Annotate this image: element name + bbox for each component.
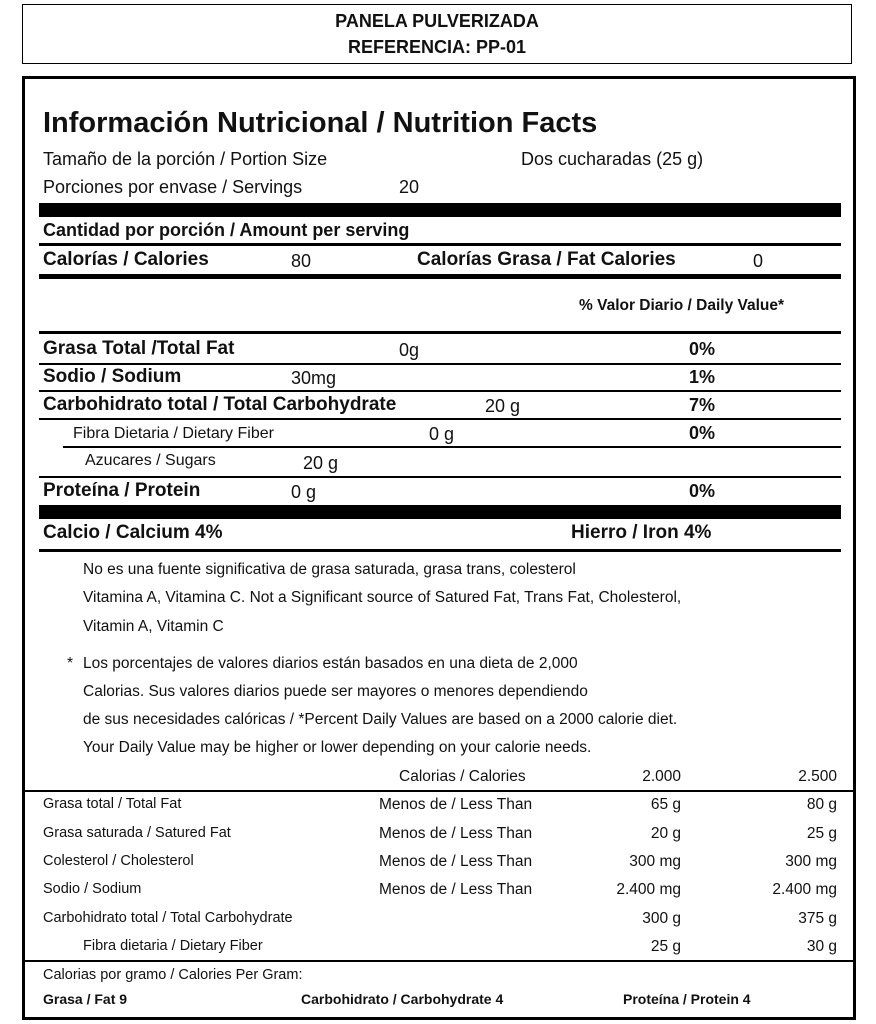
fat-per-gram: Grasa / Fat 9 (43, 991, 128, 1007)
sugars-label: Azucares / Sugars (85, 452, 216, 469)
divider (39, 331, 841, 334)
footnote-line: de sus necesidades calóricas / *Percent Daily Values are based on a 2000 calorie diet. (83, 711, 678, 728)
dv-row-v2: 30 g (806, 938, 837, 955)
sugars-amount: 20 g (303, 453, 339, 473)
divider (39, 243, 841, 246)
sodium-label: Sodio / Sodium (43, 366, 182, 387)
total-fat-dv: 0% (689, 339, 716, 359)
fiber-amount: 0 g (429, 424, 455, 444)
dv-row-label: Carbohidrato total / Total Carbohydrate (43, 910, 293, 926)
servings-label: Porciones por envase / Servings (43, 177, 303, 197)
total-carb-dv: 7% (689, 395, 716, 415)
dv-row-v2: 80 g (806, 796, 837, 813)
calcium: Calcio / Calcium 4% (43, 522, 223, 543)
dv-row-v1: 300 g (642, 910, 681, 927)
note-line: Vitamin A, Vitamin C (83, 618, 224, 635)
fat-calories-value: 0 (753, 251, 764, 271)
calories-value: 80 (291, 251, 312, 271)
dv-row-cond: Menos de / Less Than (379, 825, 533, 842)
iron: Hierro / Iron 4% (571, 522, 712, 543)
total-carb-label: Carbohidrato total / Total Carbohydrate (43, 394, 397, 415)
footnote-line: Calorias. Sus valores diarios puede ser mayores o menores dependiendo (83, 683, 588, 700)
dv-row-label: Colesterol / Cholesterol (43, 853, 194, 869)
dv-row-v2: 25 g (806, 825, 837, 842)
product-header (22, 4, 852, 64)
amount-per-serving: Cantidad por porción / Amount per serving (43, 220, 410, 240)
dv-row-label: Grasa total / Total Fat (43, 796, 182, 812)
fiber-dv: 0% (689, 423, 716, 443)
dv-row-label: Sodio / Sodium (43, 881, 142, 897)
nutrition-label (22, 76, 856, 1020)
dv-row-v2: 375 g (798, 910, 837, 927)
protein-per-gram: Proteína / Protein 4 (623, 991, 751, 1007)
dv-row-v1: 2.400 mg (616, 881, 681, 898)
divider (39, 476, 841, 478)
carb-per-gram: Carbohidrato / Carbohydrate 4 (301, 991, 504, 1007)
protein-amount: 0 g (291, 482, 317, 502)
calories-label: Calorías / Calories (43, 249, 209, 270)
footnote-line: Your Daily Value may be higher or lower depending on your calorie needs. (83, 739, 592, 756)
dv-row-cond: Menos de / Less Than (379, 881, 533, 898)
servings-value: 20 (399, 177, 420, 197)
fat-calories-label: Calorías Grasa / Fat Calories (417, 249, 676, 270)
daily-value-header: % Valor Diario / Daily Value* (579, 297, 785, 314)
divider (39, 418, 841, 420)
portion-value-text: Dos cucharadas (521, 149, 652, 169)
protein-label: Proteína / Protein (43, 480, 201, 501)
protein-dv: 0% (689, 481, 716, 501)
product-reference: REFERENCIA: PP-01 (347, 37, 527, 57)
dv-row-cond: Menos de / Less Than (379, 853, 533, 870)
dv-row-v2: 300 mg (785, 853, 837, 870)
note-line: Vitamina A, Vitamina C. Not a Significant source of Satured Fat, Trans Fat, Cholesterol, (83, 589, 682, 606)
asterisk: * (67, 655, 74, 672)
portion-value (521, 149, 703, 170)
dv-row-label: Grasa saturada / Satured Fat (43, 825, 231, 841)
medium-divider (39, 274, 841, 279)
sodium-amount: 30mg (291, 368, 337, 388)
dv-row-cond: Menos de / Less Than (379, 796, 533, 813)
divider (39, 549, 841, 552)
dv-row-label: Fibra dietaria / Dietary Fiber (83, 938, 263, 954)
dv-row-v1: 25 g (650, 938, 681, 955)
total-carb-amount: 20 g (485, 396, 521, 416)
divider (39, 390, 841, 392)
total-fat-amount: 0g (399, 340, 420, 360)
calories-per-gram-title: Calorias por gramo / Calories Per Gram: (43, 967, 303, 983)
divider (25, 790, 853, 792)
thick-divider (39, 505, 841, 519)
portion-label: Tamaño de la porción / Portion Size (43, 149, 328, 169)
facts-title: Información Nutricional / Nutrition Facts (43, 107, 598, 139)
sodium-dv: 1% (689, 367, 716, 387)
dv-row-v1: 300 mg (629, 853, 681, 870)
thick-divider (39, 203, 841, 217)
dv-row-v2: 2.400 mg (772, 881, 837, 898)
dv-row-v1: 65 g (650, 796, 681, 813)
note-line: No es una fuente significativa de grasa saturada, grasa trans, colesterol (83, 561, 576, 578)
product-name: PANELA PULVERIZADA (335, 11, 539, 31)
dv-table-calories-label: Calorias / Calories (399, 768, 526, 785)
divider (25, 960, 853, 962)
dv-table-col-2500: 2.500 (798, 768, 837, 785)
portion-grams: (25 g) (656, 149, 704, 169)
dv-row-v1: 20 g (650, 825, 681, 842)
divider (63, 446, 841, 448)
divider (39, 363, 841, 365)
total-fat-label: Grasa Total /Total Fat (43, 338, 235, 359)
fiber-label: Fibra Dietaria / Dietary Fiber (73, 425, 274, 442)
footnote-line: Los porcentajes de valores diarios están basados en una dieta de 2,000 (83, 655, 578, 672)
dv-table-col-2000: 2.000 (642, 768, 681, 785)
